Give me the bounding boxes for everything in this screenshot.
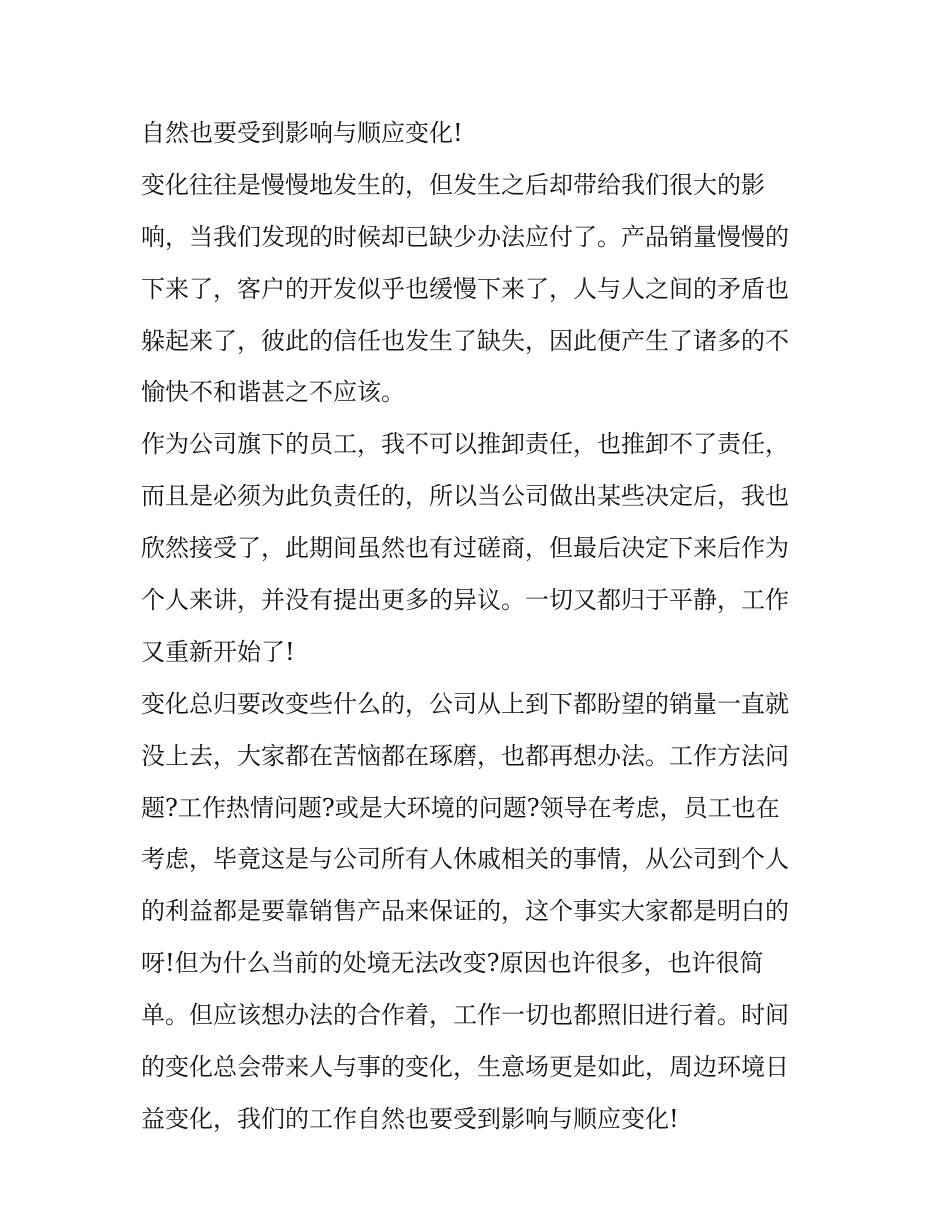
text-line: 的变化总会带来人与事的变化，生意场更是如此，周边环境日 (141, 1053, 789, 1082)
text-line: 单。但应该想办法的合作着，工作一切也都照旧进行着。时间 (141, 1001, 789, 1030)
text-line: 欣然接受了，此期间虽然也有过磋商，但最后决定下来后作为 (141, 534, 789, 563)
text-line: 变化总归要改变些什么的，公司从上到下都盼望的销量一直就 (141, 689, 789, 718)
text-line: 个人来讲，并没有提出更多的异议。一切又都归于平静，工作 (141, 586, 789, 615)
text-line: 作为公司旗下的员工，我不可以推卸责任，也推卸不了责任， (141, 430, 789, 459)
text-line: 题?工作热情问题?或是大环境的问题?领导在考虑，员工也在 (141, 793, 780, 822)
text-line: 响，当我们发现的时候却已缺少办法应付了。产品销量慢慢的 (141, 222, 789, 251)
text-line: 下来了，客户的开发似乎也缓慢下来了，人与人之间的矛盾也 (141, 274, 789, 303)
text-line: 呀!但为什么当前的处境无法改变?原因也许很多，也许很简 (141, 949, 764, 978)
text-line: 又重新开始了! (141, 637, 295, 666)
text-line: 躲起来了，彼此的信任也发生了缺失，因此便产生了诸多的不 (141, 326, 789, 355)
text-line: 愉快不和谐甚之不应该。 (141, 378, 405, 407)
text-line: 变化往往是慢慢地发生的，但发生之后却带给我们很大的影 (141, 170, 765, 199)
text-line: 而且是必须为此负责任的，所以当公司做出某些决定后，我也 (141, 482, 789, 511)
text-line: 没上去，大家都在苦恼都在琢磨，也都再想办法。工作方法问 (141, 741, 789, 770)
text-line: 益变化，我们的工作自然也要受到影响与顺应变化! (141, 1104, 679, 1133)
text-line: 自然也要受到影响与顺应变化! (141, 119, 463, 147)
document-body (141, 108, 831, 1146)
text-line: 考虑，毕竟这是与公司所有人休戚相关的事情，从公司到个人 (141, 845, 789, 874)
text-line: 的利益都是要靠销售产品来保证的，这个事实大家都是明白的 (141, 897, 789, 926)
